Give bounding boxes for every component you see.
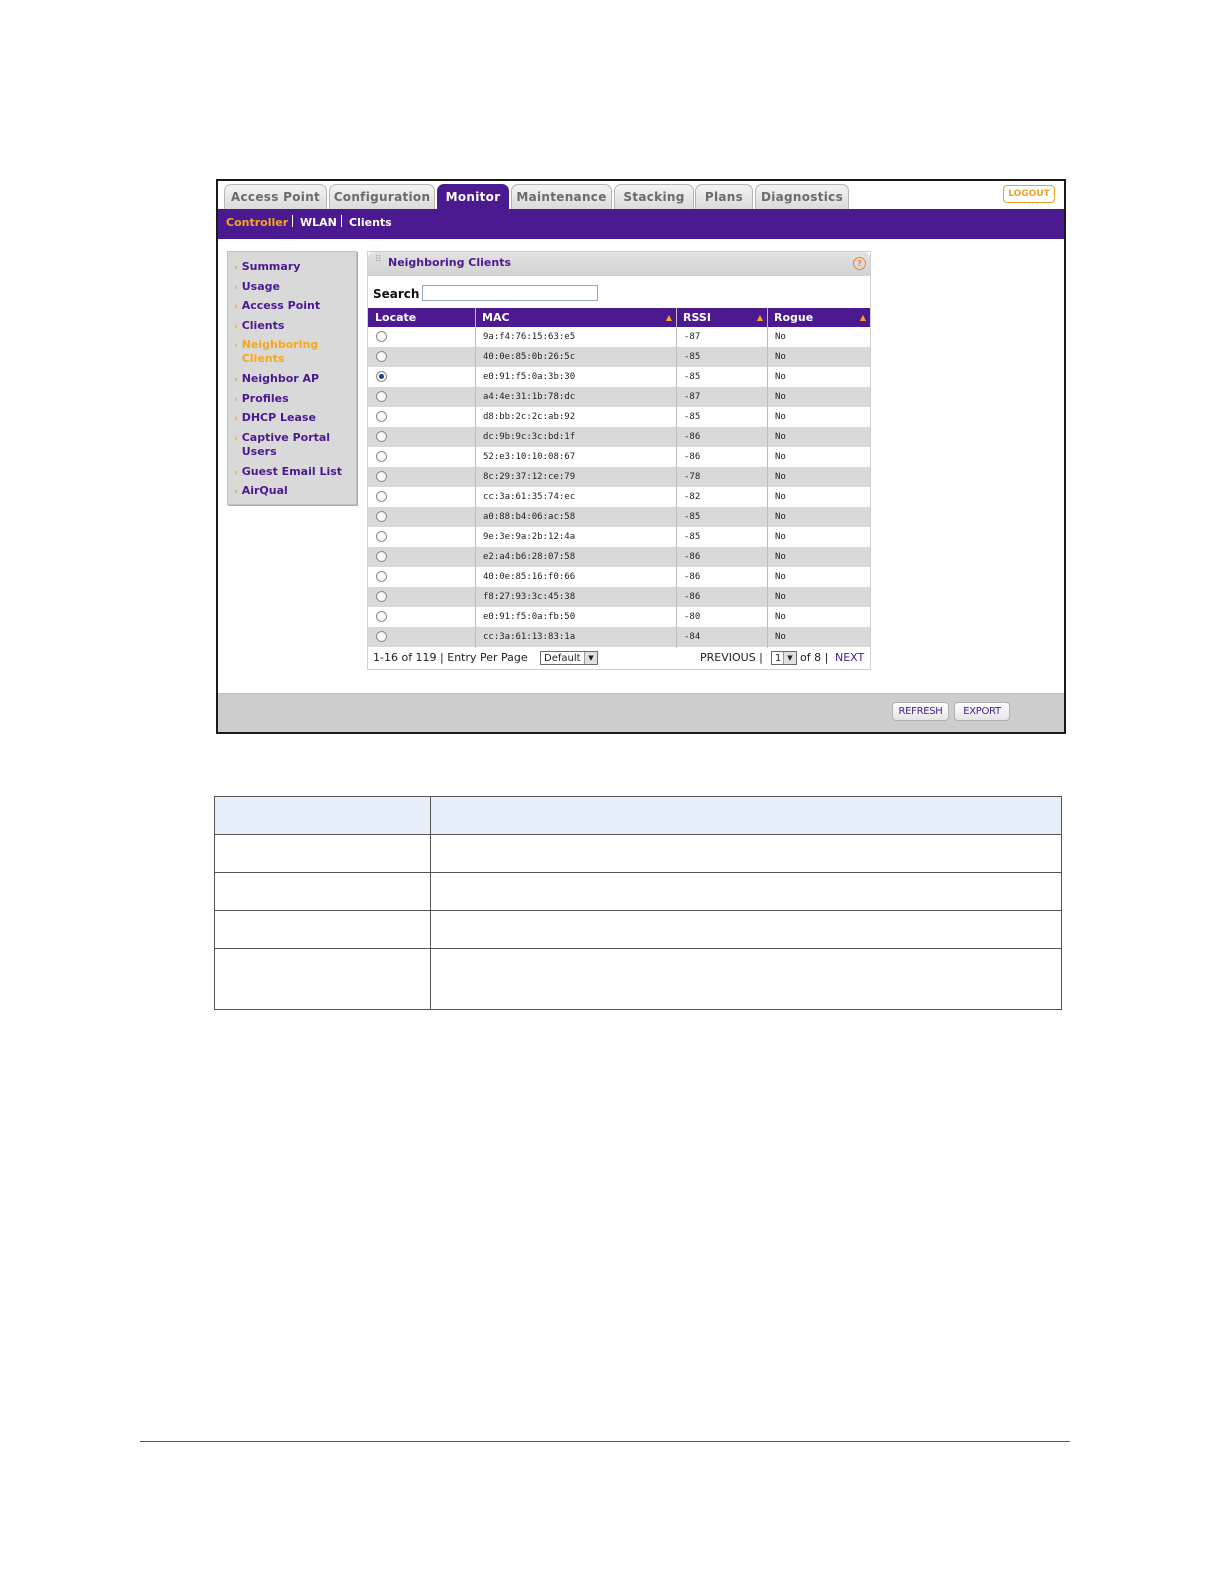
locate-radio[interactable] [376, 411, 387, 422]
rssi-cell: -85 [684, 352, 701, 362]
locate-radio[interactable] [376, 551, 387, 562]
next-page-link[interactable]: NEXT [835, 651, 865, 664]
locate-cell [368, 567, 475, 587]
column-divider [475, 308, 476, 648]
refresh-button[interactable]: REFRESH [892, 702, 949, 721]
tab-diagnostics[interactable]: Diagnostics [755, 184, 849, 210]
rogue-cell: No [775, 612, 786, 622]
locate-cell [368, 427, 475, 447]
sidebar-item-label: Captive Portal Users [241, 431, 331, 458]
rssi-cell: -85 [684, 512, 701, 522]
rssi-cell: -85 [684, 372, 701, 382]
column-header-mac[interactable] [475, 308, 676, 327]
sidebar-item-usage[interactable] [234, 280, 280, 295]
rogue-cell: No [775, 392, 786, 402]
tab-configuration[interactable]: Configuration [329, 184, 435, 210]
locate-cell [368, 387, 475, 407]
table-cell [215, 949, 431, 1010]
chevron-right-icon: › [234, 468, 238, 478]
panel-header [368, 252, 870, 276]
locate-radio[interactable] [376, 611, 387, 622]
chevron-right-icon: › [234, 322, 238, 332]
sort-icon[interactable]: ▲ [859, 313, 866, 322]
rogue-cell: No [775, 512, 786, 522]
table-cell [215, 835, 431, 873]
sort-icon[interactable]: ▲ [756, 313, 763, 322]
sidebar-item-summary[interactable] [234, 260, 300, 275]
column-label: Locate [375, 311, 417, 324]
table-row [368, 547, 870, 567]
locate-radio[interactable] [376, 491, 387, 502]
mac-cell: cc:3a:61:35:74:ec [483, 492, 576, 502]
locate-cell [368, 507, 475, 527]
locate-cell [368, 467, 475, 487]
chevron-right-icon: › [234, 302, 238, 312]
tab-monitor[interactable]: Monitor [437, 184, 509, 210]
table-cell [215, 911, 431, 949]
locate-cell [368, 547, 475, 567]
bottom-action-bar [218, 693, 1064, 733]
subnav-wlan[interactable]: WLAN [300, 216, 337, 229]
locate-cell [368, 607, 475, 627]
tab-plans[interactable]: Plans [695, 184, 753, 210]
column-label: RSSI [683, 311, 711, 324]
drag-handle-icon: ⠿ [375, 255, 382, 265]
previous-page-link[interactable]: PREVIOUS | [700, 651, 763, 664]
tab-stacking[interactable]: Stacking [614, 184, 694, 210]
table-cell [431, 873, 1062, 911]
locate-radio[interactable] [376, 631, 387, 642]
description-table [214, 796, 1062, 1010]
chevron-right-icon: › [234, 395, 238, 405]
sidebar-item-profiles[interactable] [234, 392, 289, 407]
table-row [215, 835, 1062, 873]
sidebar-item-label: AirQual [241, 484, 288, 497]
sidebar-item-label: Neighboring Clients [241, 338, 319, 365]
tab-maintenance[interactable]: Maintenance [511, 184, 612, 210]
mac-cell: 9a:f4:76:15:63:e5 [483, 332, 576, 342]
chevron-right-icon: › [234, 434, 238, 444]
rssi-cell: -87 [684, 392, 701, 402]
sidebar-item-label: Guest Email List [241, 465, 343, 478]
footer-divider [140, 1441, 1070, 1442]
table-row [368, 627, 870, 647]
mac-cell: cc:3a:61:13:83:1a [483, 632, 576, 642]
subnav-clients[interactable]: Clients [349, 216, 392, 229]
sidebar-item-label: Summary [241, 260, 301, 273]
table-row [368, 487, 870, 507]
table-row [368, 447, 870, 467]
table-row [368, 587, 870, 607]
table-row [368, 507, 870, 527]
mac-cell: e0:91:f5:0a:3b:30 [483, 372, 576, 382]
mac-cell: d8:bb:2c:2c:ab:92 [483, 412, 576, 422]
mac-cell: e2:a4:b6:28:07:58 [483, 552, 576, 562]
locate-cell [368, 367, 475, 387]
locate-radio[interactable] [376, 511, 387, 522]
rogue-cell: No [775, 452, 786, 462]
rssi-cell: -86 [684, 552, 701, 562]
chevron-right-icon: › [234, 487, 238, 497]
select-value: 1 [775, 653, 782, 664]
table-row [368, 347, 870, 367]
sidebar-item-label: Clients [241, 319, 285, 332]
sub-navigation [218, 209, 1064, 239]
table-cell [215, 873, 431, 911]
screenshot-frame [216, 179, 1066, 734]
panel-title: Neighboring Clients [388, 256, 512, 269]
rogue-cell: No [775, 412, 786, 422]
pagination-bar [368, 648, 870, 669]
mac-cell: a0:88:b4:06:ac:58 [483, 512, 576, 522]
rogue-cell: No [775, 492, 786, 502]
sidebar-item-guest-email-list[interactable] [234, 465, 342, 480]
table-row [368, 327, 870, 347]
locate-cell [368, 587, 475, 607]
subnav-separator [341, 215, 342, 227]
table-row [368, 407, 870, 427]
locate-radio[interactable] [376, 531, 387, 542]
mac-cell: 40:0e:85:16:f0:66 [483, 572, 576, 582]
column-header-locate[interactable] [368, 308, 475, 327]
locate-radio[interactable] [376, 591, 387, 602]
table-cell [431, 835, 1062, 873]
locate-cell [368, 327, 475, 347]
locate-cell [368, 447, 475, 467]
table-row [368, 387, 870, 407]
mac-cell: dc:9b:9c:3c:bd:1f [483, 432, 576, 442]
locate-cell [368, 407, 475, 427]
chevron-right-icon: › [234, 375, 238, 385]
mac-cell: f8:27:93:3c:45:38 [483, 592, 576, 602]
locate-cell [368, 347, 475, 367]
table-header-row [215, 797, 1062, 835]
rogue-cell: No [775, 352, 786, 362]
rogue-cell: No [775, 572, 786, 582]
rssi-cell: -85 [684, 412, 701, 422]
locate-radio[interactable] [376, 391, 387, 402]
table-row [368, 607, 870, 627]
column-divider [767, 308, 768, 648]
table-row [215, 911, 1062, 949]
mac-cell: 40:0e:85:0b:26:5c [483, 352, 576, 362]
subnav-separator [292, 215, 293, 227]
rogue-cell: No [775, 632, 786, 642]
mac-cell: 8c:29:37:12:ce:79 [483, 472, 576, 482]
logout-button[interactable]: LOGOUT [1003, 185, 1055, 203]
table-row [368, 467, 870, 487]
locate-radio[interactable] [376, 371, 387, 382]
sidebar-item-label: Access Point [241, 299, 321, 312]
table-cell [215, 797, 431, 835]
table-row [215, 873, 1062, 911]
rogue-cell: No [775, 372, 786, 382]
locate-cell [368, 627, 475, 647]
sidebar-item-label: DHCP Lease [241, 411, 316, 424]
chevron-down-icon: ▼ [783, 652, 796, 664]
rssi-cell: -86 [684, 572, 701, 582]
chevron-right-icon: › [234, 283, 238, 293]
locate-cell [368, 527, 475, 547]
table-row [368, 567, 870, 587]
rogue-cell: No [775, 532, 786, 542]
locate-radio[interactable] [376, 331, 387, 342]
sidebar-item-label: Profiles [241, 392, 289, 405]
rogue-cell: No [775, 432, 786, 442]
rogue-cell: No [775, 592, 786, 602]
table-row [368, 367, 870, 387]
rssi-cell: -87 [684, 332, 701, 342]
table-cell [431, 949, 1062, 1010]
sidebar-item-airqual[interactable] [234, 484, 288, 499]
chevron-right-icon: › [234, 341, 238, 351]
table-row [368, 527, 870, 547]
column-label: MAC [482, 311, 510, 324]
sidebar-item-neighboring-clients[interactable] [234, 338, 322, 366]
table-header [368, 308, 870, 327]
sidebar-item-neighbor-ap[interactable] [234, 372, 319, 387]
locate-radio[interactable] [376, 351, 387, 362]
rssi-cell: -86 [684, 592, 701, 602]
column-divider [676, 308, 677, 648]
locate-radio[interactable] [376, 471, 387, 482]
table-row [215, 949, 1062, 1010]
chevron-down-icon: ▼ [584, 652, 597, 664]
search-input[interactable] [422, 285, 598, 301]
sort-icon[interactable]: ▲ [665, 313, 672, 322]
chevron-right-icon: › [234, 263, 238, 273]
mac-cell: a4:4e:31:1b:78:dc [483, 392, 576, 402]
rssi-cell: -82 [684, 492, 701, 502]
export-button[interactable]: EXPORT [954, 702, 1010, 721]
locate-radio[interactable] [376, 571, 387, 582]
mac-cell: 9e:3e:9a:2b:12:4a [483, 532, 576, 542]
neighboring-clients-panel [367, 251, 871, 670]
sidebar-item-dhcp-lease[interactable] [234, 411, 316, 426]
page-number-select[interactable] [771, 651, 797, 665]
page-count-text: of 8 | [800, 651, 829, 664]
rssi-cell: -86 [684, 452, 701, 462]
mac-cell: 52:e3:10:10:08:67 [483, 452, 576, 462]
column-label: Rogue [774, 311, 814, 324]
search-label: Search [373, 287, 420, 301]
rogue-cell: No [775, 332, 786, 342]
entries-per-page-select[interactable] [540, 651, 598, 665]
tab-access-point[interactable]: Access Point [224, 184, 327, 210]
rssi-cell: -84 [684, 632, 701, 642]
sidebar-item-captive-portal-users[interactable] [234, 431, 334, 459]
sidebar-menu [227, 251, 357, 505]
column-header-rogue[interactable] [767, 308, 870, 327]
help-icon[interactable]: ? [853, 257, 866, 270]
rssi-cell: -86 [684, 432, 701, 442]
rssi-cell: -78 [684, 472, 701, 482]
page-range-text: 1-16 of 119 | Entry Per Page [373, 651, 528, 664]
column-header-rssi[interactable] [676, 308, 767, 327]
sidebar-item-access-point[interactable] [234, 299, 320, 314]
subnav-controller[interactable]: Controller [226, 216, 289, 229]
mac-cell: e0:91:f5:0a:fb:50 [483, 612, 576, 622]
sidebar-item-label: Neighbor AP [241, 372, 320, 385]
locate-radio[interactable] [376, 431, 387, 442]
rogue-cell: No [775, 472, 786, 482]
locate-radio[interactable] [376, 451, 387, 462]
table-cell [431, 797, 1062, 835]
table-cell [431, 911, 1062, 949]
table-row [368, 427, 870, 447]
sidebar-item-label: Usage [241, 280, 280, 293]
rogue-cell: No [775, 552, 786, 562]
select-value: Default [544, 653, 581, 664]
locate-cell [368, 487, 475, 507]
main-tab-bar [218, 181, 1064, 209]
rssi-cell: -85 [684, 532, 701, 542]
sidebar-item-clients[interactable] [234, 319, 284, 334]
chevron-right-icon: › [234, 414, 238, 424]
rssi-cell: -80 [684, 612, 701, 622]
